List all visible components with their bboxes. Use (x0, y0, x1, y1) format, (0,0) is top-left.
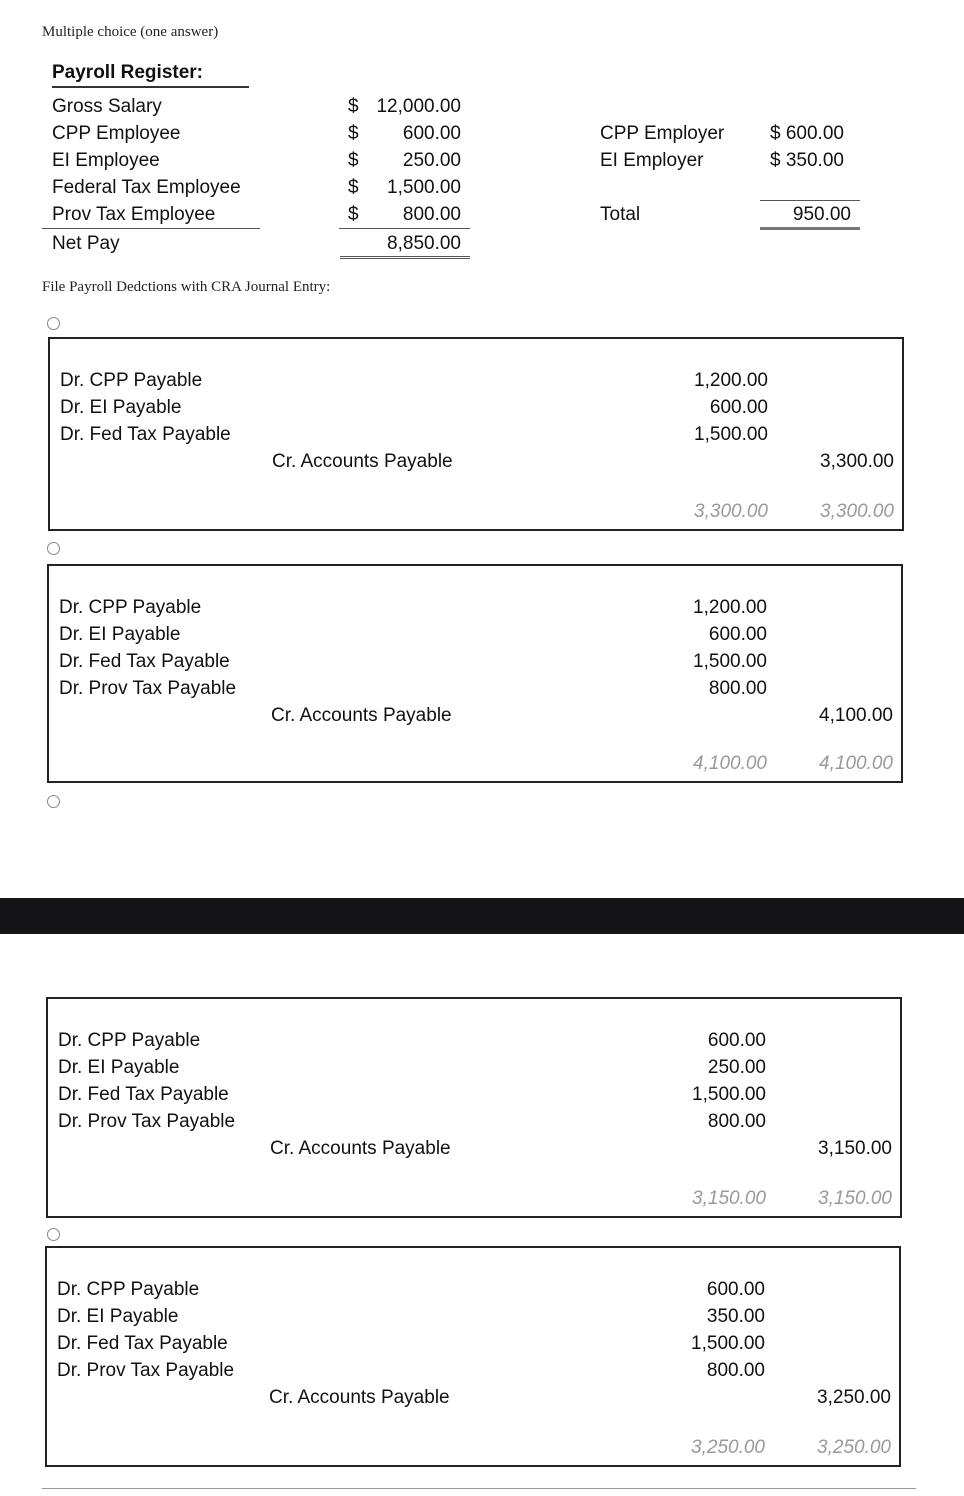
credit-total: 3,150.00 (818, 1188, 892, 1209)
debit-amount: 1,500.00 (693, 651, 767, 672)
debit-account: Dr. Prov Tax Payable (57, 1360, 235, 1381)
debit-amount: 350.00 (706, 1306, 765, 1327)
debit-amount: 1,200.00 (693, 597, 767, 618)
register-row-label: EI Employee (52, 150, 160, 171)
debit-total: 3,150.00 (692, 1188, 766, 1209)
register-row-label: CPP Employee (52, 123, 181, 144)
debit-amount: 600.00 (709, 397, 768, 418)
currency-symbol: $ (348, 96, 359, 117)
debit-account: Dr. EI Payable (60, 397, 182, 418)
question-type: Multiple choice (one answer) (42, 24, 219, 40)
currency-symbol: $ (348, 123, 359, 144)
radio-button[interactable] (47, 1228, 60, 1241)
debit-account: Dr. EI Payable (59, 624, 181, 645)
journal-entry-box (48, 337, 904, 531)
debit-account: Dr. Fed Tax Payable (59, 651, 230, 672)
credit-total: 4,100.00 (819, 753, 893, 774)
employer-amount: $ 350.00 (770, 150, 844, 171)
credit-account: Cr. Accounts Payable (271, 705, 452, 726)
debit-account: Dr. EI Payable (58, 1057, 180, 1078)
credit-amount: 4,100.00 (819, 705, 893, 726)
debit-account: Dr. CPP Payable (60, 370, 203, 391)
debit-account: Dr. CPP Payable (58, 1030, 201, 1051)
journal-entry-box (45, 1246, 901, 1467)
debit-total: 3,300.00 (694, 501, 768, 522)
double-underline (340, 256, 470, 259)
debit-amount: 1,500.00 (692, 1084, 766, 1105)
currency-symbol: $ (348, 177, 359, 198)
debit-account: Dr. Fed Tax Payable (57, 1333, 228, 1354)
radio-button[interactable] (47, 795, 60, 808)
debit-amount: 1,500.00 (694, 424, 768, 445)
journal-entry-box (46, 997, 902, 1218)
register-row-label: Federal Tax Employee (52, 177, 241, 198)
net-pay-amount: 8,850.00 (387, 233, 461, 254)
credit-amount: 3,150.00 (818, 1138, 892, 1159)
register-row-amount: 250.00 (402, 150, 461, 171)
debit-account: Dr. Fed Tax Payable (60, 424, 231, 445)
debit-account: Dr. Fed Tax Payable (58, 1084, 229, 1105)
credit-amount: 3,250.00 (817, 1387, 891, 1408)
divider (42, 228, 260, 229)
divider (42, 1488, 916, 1489)
credit-account: Cr. Accounts Payable (269, 1387, 450, 1408)
debit-amount: 1,200.00 (694, 370, 768, 391)
radio-button[interactable] (47, 317, 60, 330)
credit-total: 3,250.00 (817, 1437, 891, 1458)
credit-total: 3,300.00 (820, 501, 894, 522)
debit-amount: 600.00 (708, 624, 767, 645)
register-title: Payroll Register: (52, 62, 249, 88)
register-row-amount: 12,000.00 (376, 96, 461, 117)
debit-amount: 600.00 (707, 1030, 766, 1051)
register-row-label: Gross Salary (52, 96, 162, 117)
currency-symbol: $ (348, 150, 359, 171)
divider (339, 228, 470, 229)
debit-total: 3,250.00 (691, 1437, 765, 1458)
redaction-bar (0, 898, 964, 934)
credit-amount: 3,300.00 (820, 451, 894, 472)
register-row-label: Prov Tax Employee (52, 204, 216, 225)
employer-label: EI Employer (600, 150, 704, 171)
debit-account: Dr. Prov Tax Payable (58, 1111, 236, 1132)
debit-amount: 1,500.00 (691, 1333, 765, 1354)
prompt: File Payroll Dedctions with CRA Journal Entry: (42, 279, 331, 295)
debit-amount: 600.00 (706, 1279, 765, 1300)
register-row-amount: 1,500.00 (387, 177, 461, 198)
debit-amount: 800.00 (707, 1111, 766, 1132)
debit-account: Dr. CPP Payable (59, 597, 202, 618)
register-row-amount: 600.00 (402, 123, 461, 144)
divider (760, 227, 860, 230)
radio-button[interactable] (47, 542, 60, 555)
employer-label: CPP Employer (600, 123, 725, 144)
debit-amount: 800.00 (708, 678, 767, 699)
debit-account: Dr. Prov Tax Payable (59, 678, 237, 699)
debit-account: Dr. EI Payable (57, 1306, 179, 1327)
debit-total: 4,100.00 (693, 753, 767, 774)
total-label: Total (600, 204, 641, 225)
credit-account: Cr. Accounts Payable (270, 1138, 451, 1159)
register-row-amount: 800.00 (402, 204, 461, 225)
debit-account: Dr. CPP Payable (57, 1279, 200, 1300)
currency-symbol: $ (348, 204, 359, 225)
total-amount: 950.00 (792, 204, 851, 225)
journal-entry-box (47, 564, 903, 783)
employer-amount: $ 600.00 (770, 123, 844, 144)
net-pay-label: Net Pay (52, 233, 120, 254)
debit-amount: 250.00 (707, 1057, 766, 1078)
credit-account: Cr. Accounts Payable (272, 451, 453, 472)
debit-amount: 800.00 (706, 1360, 765, 1381)
